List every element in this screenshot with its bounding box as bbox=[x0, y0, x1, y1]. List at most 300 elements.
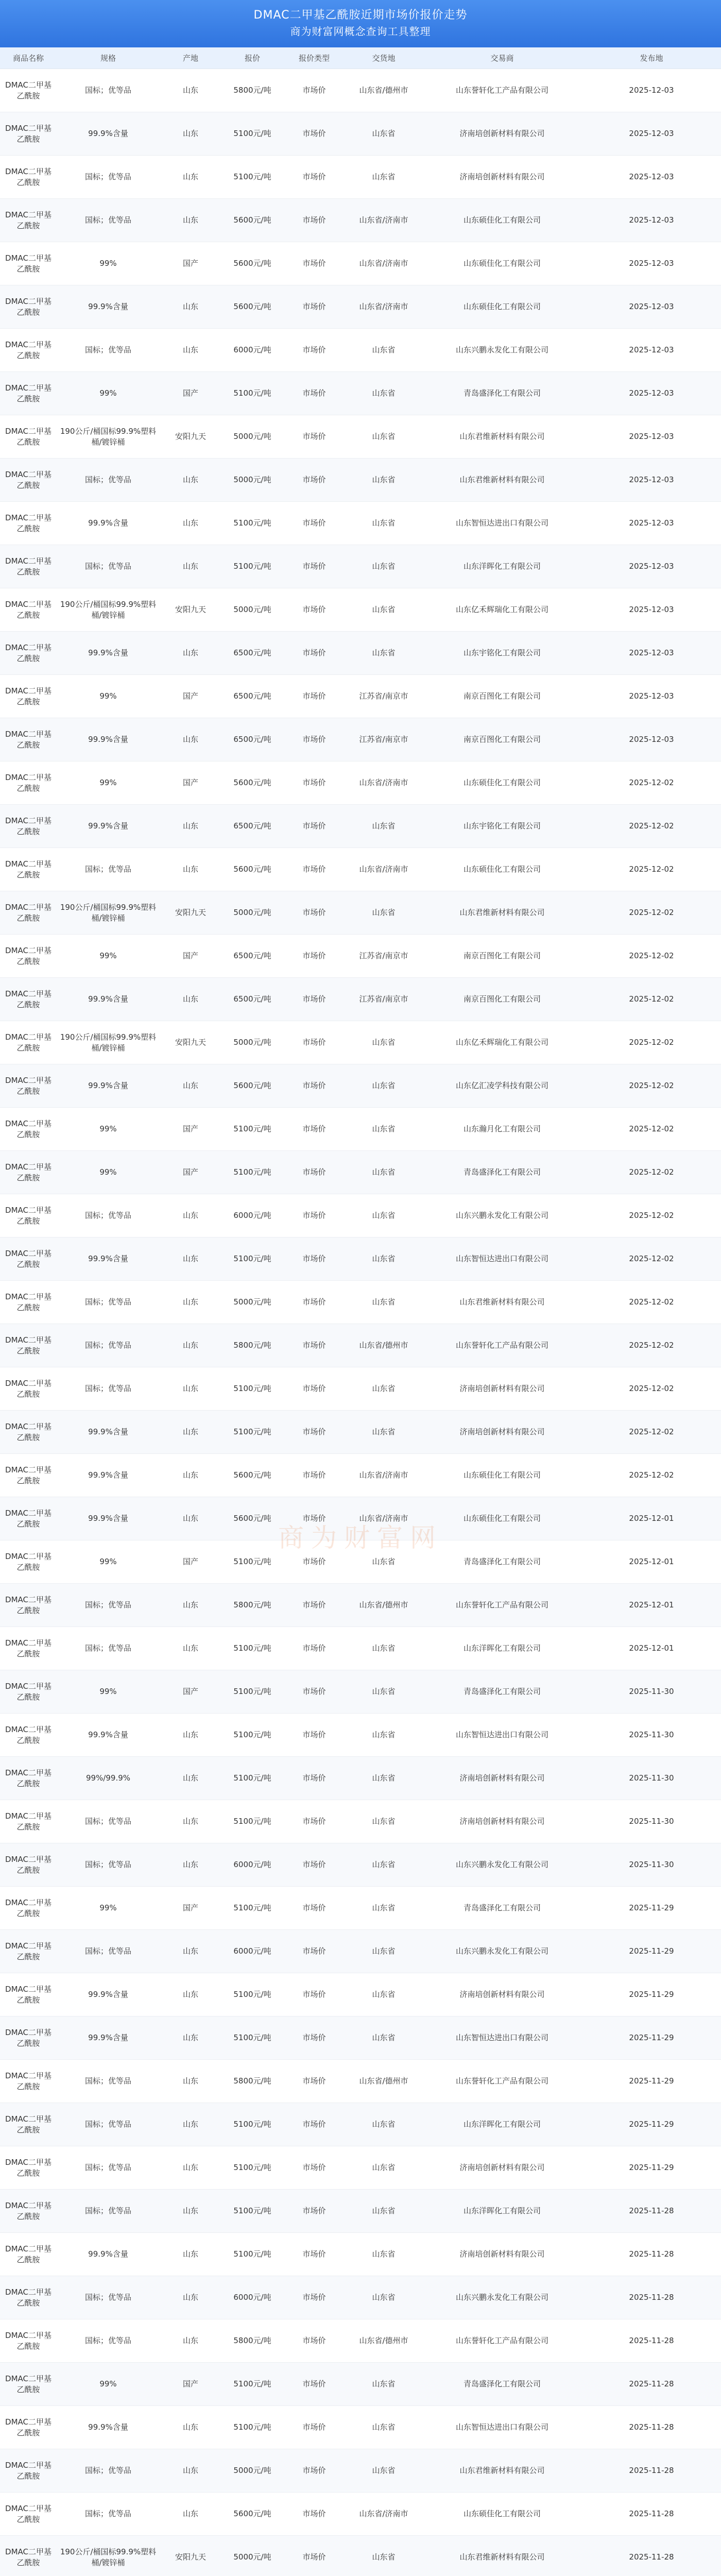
cell-product: DMAC二甲基乙酰胺 bbox=[0, 2146, 57, 2190]
cell-product: DMAC二甲基乙酰胺 bbox=[0, 2319, 57, 2363]
cell-origin: 山东 bbox=[160, 285, 221, 329]
cell-price: 5000元/吨 bbox=[221, 459, 283, 502]
cell-delivery: 山东省 bbox=[345, 1930, 422, 1973]
cell-price-type: 市场价 bbox=[283, 372, 345, 415]
cell-product: DMAC二甲基乙酰胺 bbox=[0, 69, 57, 112]
cell-price: 5100元/吨 bbox=[221, 1411, 283, 1454]
cell-dealer: 山东宇铭化工有限公司 bbox=[422, 805, 582, 848]
cell-date: 2025-12-03 bbox=[582, 112, 721, 156]
cell-spec: 99.9%含量 bbox=[57, 1714, 160, 1757]
cell-delivery: 山东省 bbox=[345, 1540, 422, 1584]
cell-price-type: 市场价 bbox=[283, 1670, 345, 1714]
cell-origin: 山东 bbox=[160, 69, 221, 112]
cell-product: DMAC二甲基乙酰胺 bbox=[0, 848, 57, 891]
cell-price: 5800元/吨 bbox=[221, 2060, 283, 2103]
table-row bbox=[0, 632, 721, 675]
cell-spec: 国标；优等品 bbox=[57, 2449, 160, 2493]
table-row bbox=[0, 1367, 721, 1411]
cell-delivery: 山东省/德州市 bbox=[345, 1324, 422, 1367]
table-row bbox=[0, 329, 721, 372]
cell-dealer: 南京百图化工有限公司 bbox=[422, 675, 582, 718]
cell-price: 5100元/吨 bbox=[221, 1887, 283, 1930]
cell-date: 2025-12-02 bbox=[582, 891, 721, 935]
cell-price: 5100元/吨 bbox=[221, 2103, 283, 2146]
cell-price: 5800元/吨 bbox=[221, 2319, 283, 2363]
cell-origin: 山东 bbox=[160, 156, 221, 199]
cell-origin: 国产 bbox=[160, 1887, 221, 1930]
cell-origin: 山东 bbox=[160, 1454, 221, 1497]
cell-dealer: 山东硕佳化工有限公司 bbox=[422, 2493, 582, 2536]
cell-price-type: 市场价 bbox=[283, 675, 345, 718]
cell-spec: 99% bbox=[57, 372, 160, 415]
cell-product: DMAC二甲基乙酰胺 bbox=[0, 112, 57, 156]
cell-delivery: 江苏省/南京市 bbox=[345, 935, 422, 978]
table-row bbox=[0, 1627, 721, 1670]
cell-delivery: 山东省/济南市 bbox=[345, 1454, 422, 1497]
table-row bbox=[0, 1757, 721, 1800]
table-row bbox=[0, 718, 721, 761]
cell-price-type: 市场价 bbox=[283, 2363, 345, 2406]
cell-delivery: 山东省 bbox=[345, 459, 422, 502]
cell-date: 2025-12-02 bbox=[582, 1367, 721, 1411]
table-row bbox=[0, 1021, 721, 1064]
cell-spec: 99% bbox=[57, 761, 160, 805]
cell-dealer: 济南培创新材料有限公司 bbox=[422, 1973, 582, 2016]
cell-delivery: 山东省 bbox=[345, 2406, 422, 2449]
cell-price: 5100元/吨 bbox=[221, 1367, 283, 1411]
cell-delivery: 山东省/济南市 bbox=[345, 848, 422, 891]
cell-origin: 安阳九天 bbox=[160, 588, 221, 632]
cell-dealer: 济南培创新材料有限公司 bbox=[422, 1411, 582, 1454]
cell-product: DMAC二甲基乙酰胺 bbox=[0, 2493, 57, 2536]
cell-price: 5100元/吨 bbox=[221, 1757, 283, 1800]
page-title: DMAC二甲基乙酰胺近期市场价报价走势 bbox=[253, 9, 468, 22]
cell-date: 2025-12-02 bbox=[582, 978, 721, 1021]
cell-price-type: 市场价 bbox=[283, 1151, 345, 1194]
cell-origin: 山东 bbox=[160, 502, 221, 545]
cell-dealer: 济南培创新材料有限公司 bbox=[422, 112, 582, 156]
cell-price-type: 市场价 bbox=[283, 459, 345, 502]
cell-product: DMAC二甲基乙酰胺 bbox=[0, 1281, 57, 1324]
cell-product: DMAC二甲基乙酰胺 bbox=[0, 805, 57, 848]
cell-spec: 190公斤/桶国标99.9%塑料桶/镀锌桶 bbox=[57, 1021, 160, 1064]
cell-origin: 国产 bbox=[160, 372, 221, 415]
cell-delivery: 江苏省/南京市 bbox=[345, 718, 422, 761]
cell-origin: 安阳九天 bbox=[160, 891, 221, 935]
cell-spec: 国标；优等品 bbox=[57, 199, 160, 242]
column-header-price: 报价 bbox=[221, 47, 283, 69]
cell-spec: 99.9%含量 bbox=[57, 2016, 160, 2060]
cell-price: 5100元/吨 bbox=[221, 156, 283, 199]
cell-price-type: 市场价 bbox=[283, 1021, 345, 1064]
cell-price: 6000元/吨 bbox=[221, 1194, 283, 1238]
cell-price-type: 市场价 bbox=[283, 2319, 345, 2363]
cell-delivery: 山东省 bbox=[345, 112, 422, 156]
cell-price: 5100元/吨 bbox=[221, 1540, 283, 1584]
cell-price: 5000元/吨 bbox=[221, 891, 283, 935]
table-row bbox=[0, 1194, 721, 1238]
cell-price-type: 市场价 bbox=[283, 242, 345, 285]
table-row bbox=[0, 2449, 721, 2493]
table-row bbox=[0, 199, 721, 242]
cell-product: DMAC二甲基乙酰胺 bbox=[0, 761, 57, 805]
cell-price-type: 市场价 bbox=[283, 848, 345, 891]
cell-date: 2025-11-29 bbox=[582, 2060, 721, 2103]
cell-dealer: 山东誉轩化工产品有限公司 bbox=[422, 2060, 582, 2103]
cell-dealer: 山东誉轩化工产品有限公司 bbox=[422, 69, 582, 112]
cell-date: 2025-12-02 bbox=[582, 1108, 721, 1151]
cell-origin: 山东 bbox=[160, 2016, 221, 2060]
table-row bbox=[0, 2233, 721, 2276]
cell-price-type: 市场价 bbox=[283, 2536, 345, 2576]
cell-dealer: 山东硕佳化工有限公司 bbox=[422, 761, 582, 805]
table-row bbox=[0, 1800, 721, 1843]
cell-delivery: 山东省/德州市 bbox=[345, 2060, 422, 2103]
cell-spec: 99.9%含量 bbox=[57, 2233, 160, 2276]
cell-origin: 国产 bbox=[160, 2363, 221, 2406]
cell-dealer: 济南培创新材料有限公司 bbox=[422, 1367, 582, 1411]
cell-product: DMAC二甲基乙酰胺 bbox=[0, 1021, 57, 1064]
cell-date: 2025-11-28 bbox=[582, 2190, 721, 2233]
cell-origin: 山东 bbox=[160, 1194, 221, 1238]
cell-origin: 山东 bbox=[160, 805, 221, 848]
table-row bbox=[0, 805, 721, 848]
cell-price: 6000元/吨 bbox=[221, 329, 283, 372]
table-row bbox=[0, 1151, 721, 1194]
cell-date: 2025-12-02 bbox=[582, 1454, 721, 1497]
cell-spec: 国标；优等品 bbox=[57, 2103, 160, 2146]
table-header-row bbox=[0, 47, 721, 69]
table-row bbox=[0, 761, 721, 805]
cell-spec: 99% bbox=[57, 242, 160, 285]
cell-price: 5100元/吨 bbox=[221, 545, 283, 588]
cell-delivery: 山东省 bbox=[345, 1108, 422, 1151]
table-row bbox=[0, 242, 721, 285]
cell-date: 2025-12-03 bbox=[582, 415, 721, 459]
cell-product: DMAC二甲基乙酰胺 bbox=[0, 1151, 57, 1194]
cell-price: 5100元/吨 bbox=[221, 1800, 283, 1843]
table-body bbox=[0, 69, 721, 2576]
page-subtitle: 商为财富网概念查询工具整理 bbox=[290, 25, 431, 38]
cell-dealer: 济南培创新材料有限公司 bbox=[422, 1800, 582, 1843]
cell-date: 2025-12-02 bbox=[582, 1151, 721, 1194]
cell-price: 5600元/吨 bbox=[221, 1497, 283, 1540]
table-row bbox=[0, 2406, 721, 2449]
cell-dealer: 济南培创新材料有限公司 bbox=[422, 2233, 582, 2276]
table-row bbox=[0, 2060, 721, 2103]
cell-price: 5000元/吨 bbox=[221, 2536, 283, 2576]
table-row bbox=[0, 415, 721, 459]
cell-dealer: 山东君维新材料有限公司 bbox=[422, 415, 582, 459]
cell-origin: 山东 bbox=[160, 2190, 221, 2233]
cell-date: 2025-12-02 bbox=[582, 805, 721, 848]
cell-dealer: 青岛盛泽化工有限公司 bbox=[422, 1151, 582, 1194]
cell-price: 5100元/吨 bbox=[221, 1238, 283, 1281]
cell-spec: 99% bbox=[57, 2363, 160, 2406]
cell-price-type: 市场价 bbox=[283, 2406, 345, 2449]
cell-delivery: 山东省/济南市 bbox=[345, 285, 422, 329]
cell-delivery: 山东省/济南市 bbox=[345, 242, 422, 285]
cell-date: 2025-11-28 bbox=[582, 2233, 721, 2276]
cell-dealer: 山东智恒达进出口有限公司 bbox=[422, 2406, 582, 2449]
cell-origin: 国产 bbox=[160, 1108, 221, 1151]
table-row bbox=[0, 69, 721, 112]
cell-spec: 国标；优等品 bbox=[57, 459, 160, 502]
cell-date: 2025-12-02 bbox=[582, 1021, 721, 1064]
cell-date: 2025-11-28 bbox=[582, 2319, 721, 2363]
cell-spec: 99.9%含量 bbox=[57, 978, 160, 1021]
cell-product: DMAC二甲基乙酰胺 bbox=[0, 1627, 57, 1670]
cell-delivery: 山东省 bbox=[345, 1973, 422, 2016]
cell-dealer: 山东智恒达进出口有限公司 bbox=[422, 1238, 582, 1281]
cell-product: DMAC二甲基乙酰胺 bbox=[0, 935, 57, 978]
table-row bbox=[0, 1973, 721, 2016]
cell-dealer: 青岛盛泽化工有限公司 bbox=[422, 1540, 582, 1584]
cell-date: 2025-12-03 bbox=[582, 199, 721, 242]
table-row bbox=[0, 2493, 721, 2536]
cell-price: 5600元/吨 bbox=[221, 1064, 283, 1108]
cell-dealer: 山东硕佳化工有限公司 bbox=[422, 848, 582, 891]
cell-date: 2025-12-02 bbox=[582, 1238, 721, 1281]
cell-spec: 国标；优等品 bbox=[57, 1324, 160, 1367]
cell-product: DMAC二甲基乙酰胺 bbox=[0, 1973, 57, 2016]
cell-date: 2025-11-28 bbox=[582, 2363, 721, 2406]
cell-product: DMAC二甲基乙酰胺 bbox=[0, 1670, 57, 1714]
table-row bbox=[0, 1064, 721, 1108]
cell-spec: 99% bbox=[57, 1108, 160, 1151]
cell-delivery: 山东省 bbox=[345, 2276, 422, 2319]
cell-product: DMAC二甲基乙酰胺 bbox=[0, 2276, 57, 2319]
table-row bbox=[0, 459, 721, 502]
cell-delivery: 山东省/德州市 bbox=[345, 1584, 422, 1627]
column-header-delivery: 交货地 bbox=[345, 47, 422, 69]
cell-price-type: 市场价 bbox=[283, 1454, 345, 1497]
table-row bbox=[0, 848, 721, 891]
cell-price: 5600元/吨 bbox=[221, 2493, 283, 2536]
page-header bbox=[0, 0, 721, 47]
table-row bbox=[0, 2190, 721, 2233]
cell-origin: 山东 bbox=[160, 718, 221, 761]
table-row bbox=[0, 1411, 721, 1454]
cell-delivery: 山东省/济南市 bbox=[345, 1497, 422, 1540]
cell-delivery: 山东省/济南市 bbox=[345, 199, 422, 242]
cell-price-type: 市场价 bbox=[283, 891, 345, 935]
cell-date: 2025-11-28 bbox=[582, 2449, 721, 2493]
cell-price: 6500元/吨 bbox=[221, 632, 283, 675]
cell-spec: 99.9%含量 bbox=[57, 1973, 160, 2016]
cell-date: 2025-12-02 bbox=[582, 1064, 721, 1108]
cell-price-type: 市场价 bbox=[283, 2449, 345, 2493]
cell-price-type: 市场价 bbox=[283, 502, 345, 545]
cell-price-type: 市场价 bbox=[283, 1108, 345, 1151]
cell-dealer: 山东洋晖化工有限公司 bbox=[422, 1627, 582, 1670]
cell-price-type: 市场价 bbox=[283, 1627, 345, 1670]
cell-origin: 山东 bbox=[160, 1367, 221, 1411]
cell-delivery: 山东省 bbox=[345, 1194, 422, 1238]
cell-price: 5100元/吨 bbox=[221, 1108, 283, 1151]
table-row bbox=[0, 2276, 721, 2319]
cell-price: 5100元/吨 bbox=[221, 1627, 283, 1670]
cell-price-type: 市场价 bbox=[283, 1843, 345, 1887]
cell-price-type: 市场价 bbox=[283, 1973, 345, 2016]
cell-price-type: 市场价 bbox=[283, 112, 345, 156]
cell-price: 5100元/吨 bbox=[221, 2146, 283, 2190]
cell-price: 5100元/吨 bbox=[221, 2406, 283, 2449]
cell-date: 2025-12-03 bbox=[582, 372, 721, 415]
cell-dealer: 山东君维新材料有限公司 bbox=[422, 1281, 582, 1324]
cell-spec: 国标；优等品 bbox=[57, 2146, 160, 2190]
cell-origin: 山东 bbox=[160, 1627, 221, 1670]
cell-origin: 山东 bbox=[160, 2319, 221, 2363]
cell-origin: 国产 bbox=[160, 761, 221, 805]
cell-origin: 山东 bbox=[160, 2103, 221, 2146]
cell-price-type: 市场价 bbox=[283, 2276, 345, 2319]
cell-delivery: 江苏省/南京市 bbox=[345, 675, 422, 718]
table-row bbox=[0, 1584, 721, 1627]
cell-spec: 99.9%含量 bbox=[57, 2406, 160, 2449]
table-row bbox=[0, 2363, 721, 2406]
cell-delivery: 山东省 bbox=[345, 372, 422, 415]
cell-date: 2025-12-03 bbox=[582, 459, 721, 502]
cell-price-type: 市场价 bbox=[283, 2493, 345, 2536]
cell-price: 5100元/吨 bbox=[221, 1714, 283, 1757]
cell-spec: 国标；优等品 bbox=[57, 1930, 160, 1973]
cell-price: 5100元/吨 bbox=[221, 1670, 283, 1714]
cell-delivery: 山东省 bbox=[345, 502, 422, 545]
cell-price: 5600元/吨 bbox=[221, 848, 283, 891]
cell-origin: 山东 bbox=[160, 1714, 221, 1757]
cell-delivery: 山东省 bbox=[345, 156, 422, 199]
cell-spec: 国标；优等品 bbox=[57, 1800, 160, 1843]
cell-dealer: 山东智恒达进出口有限公司 bbox=[422, 2016, 582, 2060]
cell-delivery: 山东省 bbox=[345, 2449, 422, 2493]
cell-dealer: 山东硕佳化工有限公司 bbox=[422, 1454, 582, 1497]
cell-product: DMAC二甲基乙酰胺 bbox=[0, 588, 57, 632]
cell-product: DMAC二甲基乙酰胺 bbox=[0, 156, 57, 199]
cell-date: 2025-11-30 bbox=[582, 1757, 721, 1800]
cell-spec: 国标；优等品 bbox=[57, 545, 160, 588]
cell-price: 6000元/吨 bbox=[221, 2276, 283, 2319]
cell-delivery: 山东省 bbox=[345, 1281, 422, 1324]
table-row bbox=[0, 502, 721, 545]
cell-spec: 99.9%含量 bbox=[57, 1064, 160, 1108]
cell-delivery: 山东省 bbox=[345, 2233, 422, 2276]
cell-date: 2025-12-03 bbox=[582, 69, 721, 112]
cell-price: 5000元/吨 bbox=[221, 1021, 283, 1064]
cell-price: 5600元/吨 bbox=[221, 1454, 283, 1497]
cell-origin: 山东 bbox=[160, 1324, 221, 1367]
cell-spec: 99.9%含量 bbox=[57, 1454, 160, 1497]
cell-dealer: 山东誉轩化工产品有限公司 bbox=[422, 2319, 582, 2363]
cell-dealer: 山东兴鹏永发化工有限公司 bbox=[422, 1194, 582, 1238]
table-row bbox=[0, 545, 721, 588]
cell-price: 5000元/吨 bbox=[221, 588, 283, 632]
cell-origin: 山东 bbox=[160, 1281, 221, 1324]
cell-origin: 山东 bbox=[160, 199, 221, 242]
cell-price: 6500元/吨 bbox=[221, 978, 283, 1021]
cell-price-type: 市场价 bbox=[283, 2103, 345, 2146]
cell-price: 5100元/吨 bbox=[221, 2190, 283, 2233]
cell-dealer: 青岛盛泽化工有限公司 bbox=[422, 1887, 582, 1930]
cell-date: 2025-12-03 bbox=[582, 329, 721, 372]
column-header-date: 发布地 bbox=[582, 47, 721, 69]
column-header-dealer: 交易商 bbox=[422, 47, 582, 69]
cell-spec: 99% bbox=[57, 1670, 160, 1714]
column-header-origin: 产地 bbox=[160, 47, 221, 69]
cell-product: DMAC二甲基乙酰胺 bbox=[0, 285, 57, 329]
cell-dealer: 山东君维新材料有限公司 bbox=[422, 2449, 582, 2493]
cell-price-type: 市场价 bbox=[283, 329, 345, 372]
cell-origin: 山东 bbox=[160, 1973, 221, 2016]
cell-price-type: 市场价 bbox=[283, 2060, 345, 2103]
cell-dealer: 济南培创新材料有限公司 bbox=[422, 156, 582, 199]
cell-spec: 99.9%含量 bbox=[57, 502, 160, 545]
cell-price-type: 市场价 bbox=[283, 1281, 345, 1324]
cell-spec: 99.9%含量 bbox=[57, 112, 160, 156]
column-header-product: 商品名称 bbox=[0, 47, 57, 69]
cell-delivery: 山东省/济南市 bbox=[345, 761, 422, 805]
cell-product: DMAC二甲基乙酰胺 bbox=[0, 2406, 57, 2449]
cell-product: DMAC二甲基乙酰胺 bbox=[0, 1930, 57, 1973]
table-row bbox=[0, 2319, 721, 2363]
cell-dealer: 南京百图化工有限公司 bbox=[422, 718, 582, 761]
cell-product: DMAC二甲基乙酰胺 bbox=[0, 978, 57, 1021]
cell-spec: 国标；优等品 bbox=[57, 2060, 160, 2103]
cell-delivery: 山东省 bbox=[345, 805, 422, 848]
table-row bbox=[0, 2016, 721, 2060]
cell-spec: 国标；优等品 bbox=[57, 1281, 160, 1324]
table-row bbox=[0, 2536, 721, 2576]
table-row bbox=[0, 1540, 721, 1584]
cell-spec: 190公斤/桶国标99.9%塑料桶/镀锌桶 bbox=[57, 2536, 160, 2576]
cell-date: 2025-11-30 bbox=[582, 1670, 721, 1714]
cell-origin: 国产 bbox=[160, 1151, 221, 1194]
cell-origin: 山东 bbox=[160, 1411, 221, 1454]
cell-delivery: 山东省 bbox=[345, 1627, 422, 1670]
cell-delivery: 山东省 bbox=[345, 632, 422, 675]
cell-origin: 山东 bbox=[160, 1584, 221, 1627]
cell-date: 2025-12-02 bbox=[582, 1324, 721, 1367]
cell-date: 2025-11-30 bbox=[582, 1714, 721, 1757]
cell-price-type: 市场价 bbox=[283, 632, 345, 675]
cell-product: DMAC二甲基乙酰胺 bbox=[0, 1324, 57, 1367]
cell-spec: 99.9%含量 bbox=[57, 805, 160, 848]
cell-date: 2025-12-02 bbox=[582, 1194, 721, 1238]
cell-origin: 山东 bbox=[160, 112, 221, 156]
cell-origin: 山东 bbox=[160, 459, 221, 502]
cell-product: DMAC二甲基乙酰胺 bbox=[0, 2536, 57, 2576]
cell-price: 6500元/吨 bbox=[221, 675, 283, 718]
cell-product: DMAC二甲基乙酰胺 bbox=[0, 2103, 57, 2146]
cell-product: DMAC二甲基乙酰胺 bbox=[0, 1540, 57, 1584]
cell-product: DMAC二甲基乙酰胺 bbox=[0, 891, 57, 935]
cell-price: 5100元/吨 bbox=[221, 2363, 283, 2406]
cell-dealer: 山东兴鹏永发化工有限公司 bbox=[422, 329, 582, 372]
cell-dealer: 济南培创新材料有限公司 bbox=[422, 1757, 582, 1800]
cell-origin: 山东 bbox=[160, 1843, 221, 1887]
cell-delivery: 山东省 bbox=[345, 588, 422, 632]
cell-date: 2025-11-29 bbox=[582, 1887, 721, 1930]
cell-price-type: 市场价 bbox=[283, 2146, 345, 2190]
cell-origin: 山东 bbox=[160, 978, 221, 1021]
table-row bbox=[0, 1281, 721, 1324]
cell-date: 2025-11-29 bbox=[582, 2146, 721, 2190]
cell-spec: 190公斤/桶国标99.9%塑料桶/镀锌桶 bbox=[57, 588, 160, 632]
cell-price-type: 市场价 bbox=[283, 1497, 345, 1540]
table-row bbox=[0, 1238, 721, 1281]
cell-price: 6000元/吨 bbox=[221, 1843, 283, 1887]
cell-origin: 国产 bbox=[160, 1540, 221, 1584]
